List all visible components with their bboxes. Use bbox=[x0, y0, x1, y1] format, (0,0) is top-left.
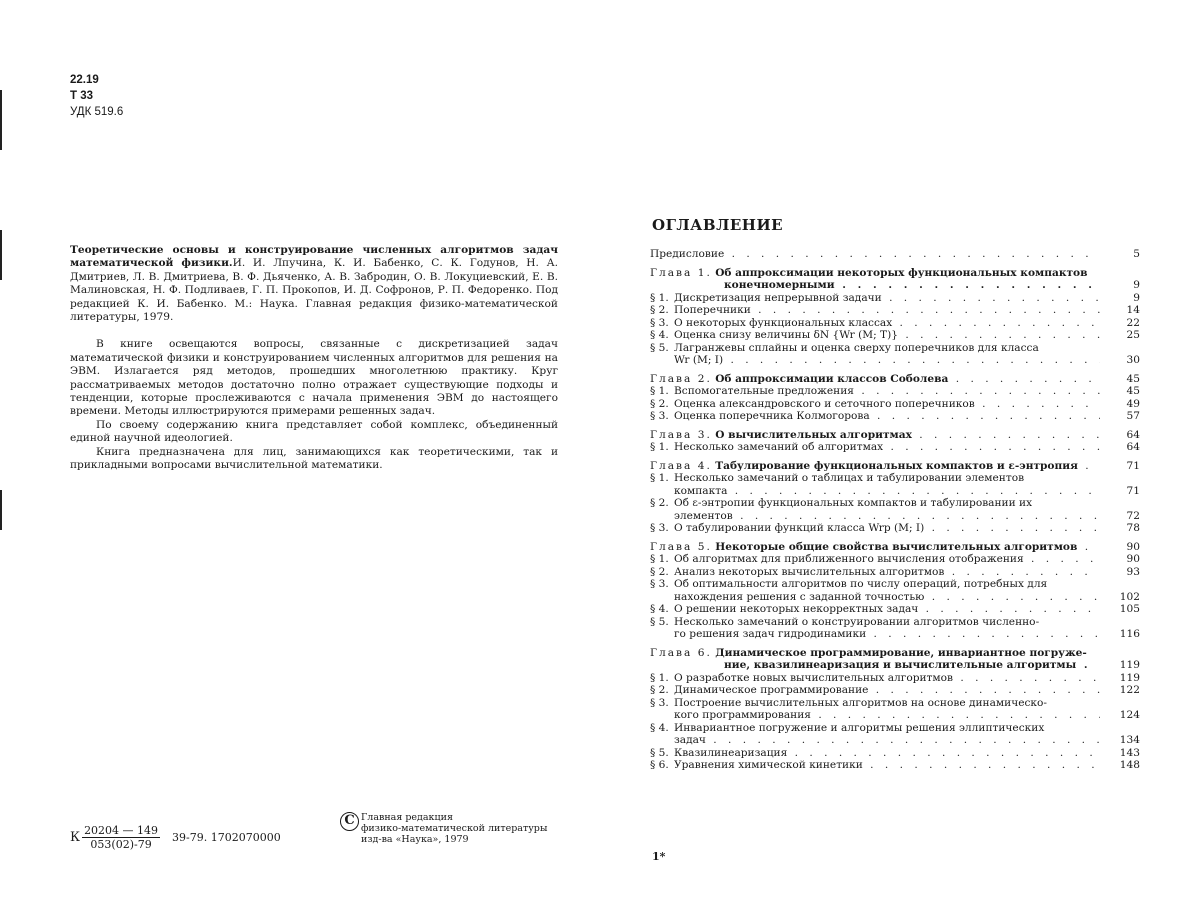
section-title-cont: кого программирования . . . bbox=[674, 709, 1100, 722]
section-title-cont: нахождения решения с заданной точностью . . . bbox=[674, 591, 1100, 604]
toc-section[interactable] bbox=[650, 317, 1140, 330]
chapter-number: Глава 5. bbox=[650, 540, 712, 553]
section-number: § 1. bbox=[650, 553, 669, 565]
section-title: Об оптимальности алгоритмов по числу операций, потребных для bbox=[674, 578, 1048, 590]
toc-page-number: 93 bbox=[1126, 565, 1140, 578]
chapter-name: Табулирование функциональных компактов и ε-энтропия bbox=[715, 459, 1078, 472]
section-title-cont: элементов . . . bbox=[674, 510, 1100, 523]
toc-chapter-heading[interactable] bbox=[650, 541, 1140, 554]
toc-chapter bbox=[650, 460, 1140, 535]
toc-page-number: 57 bbox=[1126, 410, 1140, 422]
section-number: § 4. bbox=[650, 329, 669, 341]
toc-section[interactable] bbox=[650, 398, 1140, 411]
toc-section[interactable] bbox=[650, 616, 1140, 629]
section-number: § 2. bbox=[650, 565, 669, 578]
toc-page-number: 119 bbox=[1119, 659, 1140, 671]
toc-page-number: 5 bbox=[1133, 248, 1140, 260]
toc-chapter-title bbox=[650, 647, 1140, 660]
toc-chapter-title bbox=[650, 373, 1100, 386]
section-number: § 5. bbox=[650, 341, 669, 354]
toc-section[interactable] bbox=[650, 553, 1140, 566]
section-number: § 3. bbox=[650, 410, 669, 422]
toc-section-continuation bbox=[650, 709, 1140, 722]
chapter-number: Глава 1. bbox=[650, 266, 712, 279]
toc-page-number: 124 bbox=[1119, 709, 1140, 721]
annotation-paragraph: Книга предназначена для лиц, занимающихся как теоретическими, так и прикладными вопросами вычислительной математики. bbox=[70, 445, 558, 472]
toc-page-number: 30 bbox=[1126, 354, 1140, 366]
toc-page-number: 143 bbox=[1119, 746, 1140, 759]
index-denominator: 053(02)-79 bbox=[90, 838, 152, 851]
section-number: § 1. bbox=[650, 385, 669, 397]
toc-page-number: 9 bbox=[1133, 279, 1140, 291]
toc-page-number: 45 bbox=[1126, 385, 1140, 397]
section-title: Вспомогательные предложения . . . bbox=[674, 385, 1100, 398]
toc-page-number: 45 bbox=[1126, 372, 1140, 385]
annotation-title: Теоретические основы и конструирование численных алгоритмов задач математической физики. bbox=[70, 244, 558, 270]
toc-page-number: 148 bbox=[1119, 759, 1140, 771]
toc-section-continuation bbox=[650, 354, 1140, 367]
toc-section[interactable] bbox=[650, 329, 1140, 342]
toc-section-continuation bbox=[650, 485, 1140, 498]
section-title: Оценка поперечника Колмогорова . . . bbox=[674, 410, 1100, 423]
signature-mark: 1* bbox=[652, 850, 666, 863]
section-title: Анализ некоторых вычислительных алгоритмов . . . bbox=[674, 566, 1100, 579]
copyright-text bbox=[361, 812, 547, 845]
publication-index bbox=[70, 824, 281, 851]
section-title: Квазилинеаризация . . . bbox=[674, 747, 1100, 760]
toc-chapter-heading[interactable] bbox=[650, 460, 1140, 473]
toc-chapter bbox=[650, 647, 1140, 772]
toc-section[interactable] bbox=[650, 566, 1140, 579]
toc-page-number: 119 bbox=[1119, 671, 1140, 684]
section-number: § 1. bbox=[650, 441, 669, 453]
section-title: Несколько замечаний об алгоритмах . . . bbox=[674, 441, 1100, 454]
toc-chapter bbox=[650, 541, 1140, 641]
toc-chapter bbox=[650, 373, 1140, 423]
toc-section[interactable] bbox=[650, 578, 1140, 591]
toc-page-number: 25 bbox=[1126, 329, 1140, 341]
section-number: § 6. bbox=[650, 759, 669, 771]
page-edge-mark bbox=[0, 230, 2, 280]
toc-section[interactable] bbox=[650, 410, 1140, 423]
section-number: § 1. bbox=[650, 472, 669, 484]
section-title: О некоторых функциональных классах . . . bbox=[674, 317, 1100, 330]
toc-section[interactable] bbox=[650, 759, 1140, 772]
section-title: Построение вычислительных алгоритмов на основе динамическо- bbox=[674, 696, 1048, 709]
annotation-authors: И. И. Лпучина, К. И. Бабенко, С. К. Годунов, Н. А. Дмитриев, Л. В. Дмитриева, В. Ф. Дьяченко, А. В. Забродин, О. В. Локуциевский, Е. В. Малиновская, Н. Ф. Подливаев, Г. П. Прокопов, И. Д. Софронов, Р. П. Федоренко. Под редакцией К. И. Бабенко. М.: Наука. Главная редакция физико-математической литературы, 1979. bbox=[70, 257, 558, 324]
toc-chapter bbox=[650, 267, 1140, 367]
section-title: Уравнения химической кинетики . . . bbox=[674, 759, 1100, 772]
section-title: Дискретизация непрерывной задачи . . . bbox=[674, 292, 1100, 305]
toc-page-number: 134 bbox=[1119, 734, 1140, 746]
chapter-name: Об аппроксимации некоторых функциональных компактов bbox=[715, 266, 1088, 279]
toc-section[interactable] bbox=[650, 472, 1140, 485]
section-title-cont: компакта . . . bbox=[674, 485, 1100, 498]
toc-section[interactable] bbox=[650, 304, 1140, 317]
toc-section[interactable] bbox=[650, 684, 1140, 697]
section-number: § 3. bbox=[650, 578, 669, 590]
toc-title: ОГЛАВЛЕНИЕ bbox=[652, 216, 784, 234]
toc-section[interactable] bbox=[650, 672, 1140, 685]
toc-section[interactable] bbox=[650, 497, 1140, 510]
section-number: § 5. bbox=[650, 746, 669, 759]
section-title: Поперечники . . . bbox=[674, 304, 1100, 317]
toc-section[interactable] bbox=[650, 342, 1140, 355]
toc-chapter-heading[interactable] bbox=[650, 647, 1140, 660]
right-page bbox=[600, 0, 1200, 920]
chapter-number: Глава 2. bbox=[650, 372, 712, 385]
toc-page-number: 90 bbox=[1126, 553, 1140, 565]
toc-page-number: 90 bbox=[1126, 540, 1140, 553]
chapter-number: Глава 6. bbox=[650, 646, 712, 659]
copyright-line: Главная редакция bbox=[361, 812, 453, 823]
author-sign: Т 33 bbox=[70, 90, 94, 102]
toc-entry-text: Предисловие . . . bbox=[650, 248, 1100, 261]
copyright-line: изд-ва «Наука», 1979 bbox=[361, 834, 469, 845]
chapter-name: Некоторые общие свойства вычислительных алгоритмов bbox=[715, 540, 1078, 553]
section-title-cont: го решения задач гидродинамики . . . bbox=[674, 628, 1100, 641]
toc-page-number: 64 bbox=[1126, 441, 1140, 453]
toc-page-number: 71 bbox=[1126, 459, 1140, 472]
section-title: Динамическое программирование . . . bbox=[674, 684, 1100, 697]
section-number: § 3. bbox=[650, 522, 669, 534]
section-title: Об ε-энтропии функциональных компактов и табулировании их bbox=[674, 497, 1033, 509]
chapter-name: О вычислительных алгоритмах bbox=[715, 428, 912, 441]
section-number: § 3. bbox=[650, 696, 669, 709]
chapter-name-cont: конечномерными . . . bbox=[724, 279, 1100, 292]
copyright-line: физико-математической литературы bbox=[361, 823, 548, 834]
toc-page-number: 72 bbox=[1126, 509, 1140, 522]
toc-section[interactable] bbox=[650, 441, 1140, 454]
section-title: О решении некоторых некорректных задач . . . bbox=[674, 603, 1100, 616]
section-title: О табулировании функций класса Wrp (M; I) . . . bbox=[674, 522, 1100, 535]
chapter-number: Глава 4. bbox=[650, 459, 712, 472]
section-number: § 4. bbox=[650, 603, 669, 615]
toc-section[interactable] bbox=[650, 385, 1140, 398]
section-title: Оценка снизу величины δN {Wr (M; T)} . . . bbox=[674, 329, 1100, 342]
toc-chapter-heading[interactable] bbox=[650, 429, 1140, 442]
index-code: 39-79. 1702070000 bbox=[172, 831, 281, 844]
toc-chapter bbox=[650, 429, 1140, 454]
toc-page-number: 122 bbox=[1119, 684, 1140, 696]
toc-page-number: 78 bbox=[1126, 522, 1140, 534]
annotation bbox=[70, 244, 558, 473]
annotation-header bbox=[70, 244, 558, 324]
toc-section[interactable] bbox=[650, 603, 1140, 616]
chapter-number: Глава 3. bbox=[650, 428, 712, 441]
section-number: § 3. bbox=[650, 316, 669, 329]
chapter-name: Об аппроксимации классов Соболева bbox=[715, 372, 949, 385]
toc-chapter-title bbox=[650, 267, 1140, 280]
toc-chapter-title bbox=[650, 429, 1100, 442]
section-number: § 1. bbox=[650, 671, 669, 684]
toc-section-continuation bbox=[650, 591, 1140, 604]
section-title: Лагранжевы сплайны и оценка сверху поперечников для класса bbox=[674, 341, 1039, 354]
toc-section[interactable] bbox=[650, 722, 1140, 735]
toc-chapter-heading[interactable] bbox=[650, 373, 1140, 386]
section-title: Инвариантное погружение и алгоритмы решения эллиптических bbox=[674, 721, 1045, 734]
toc-chapter-continuation bbox=[650, 279, 1140, 292]
section-title: Оценка александровского и сеточного поперечников . . . bbox=[674, 398, 1100, 411]
section-number: § 2. bbox=[650, 397, 669, 410]
page-edge-mark bbox=[0, 490, 2, 530]
section-number: § 5. bbox=[650, 615, 669, 628]
toc-page-number: 14 bbox=[1126, 304, 1140, 316]
index-fraction bbox=[82, 824, 160, 851]
toc-section-continuation bbox=[650, 734, 1140, 747]
toc-section-continuation bbox=[650, 628, 1140, 641]
toc-chapter-continuation bbox=[650, 659, 1140, 672]
toc-page-number: 22 bbox=[1126, 316, 1140, 329]
toc-chapter-title bbox=[650, 460, 1100, 473]
toc-page-number: 64 bbox=[1126, 428, 1140, 441]
toc-page-number: 71 bbox=[1126, 484, 1140, 497]
bbk-code: 22.19 bbox=[70, 74, 99, 86]
toc-chapter-heading[interactable] bbox=[650, 267, 1140, 280]
section-title: Несколько замечаний о конструировании алгоритмов численно- bbox=[674, 615, 1040, 628]
annotation-paragraph: В книге освещаются вопросы, связанные с дискретизацией задач математической физики и конструированием численных алгоритмов для решения на ЭВМ. Излагается ряд методов, прошедших многолетнюю практику. Круг рассматриваемых методов достаточно полно отражает существующие подходы и тенденции, которые прослеживаются с начала применения ЭВМ до настоящего времени. Методы иллюстрируются примерами решенных задач. bbox=[70, 338, 558, 418]
copyright-icon: C bbox=[340, 812, 359, 831]
toc-chapter-title bbox=[650, 541, 1100, 554]
section-number: § 4. bbox=[650, 721, 669, 734]
toc-preface[interactable] bbox=[650, 248, 1140, 261]
chapter-name-cont: ние, квазилинеаризация и вычислительные алгоритмы . . . bbox=[724, 659, 1100, 672]
chapter-name: Динамическое программирование, инвариантное погруже- bbox=[715, 646, 1087, 659]
toc-section[interactable] bbox=[650, 697, 1140, 710]
page-edge-mark bbox=[0, 90, 2, 150]
toc-section[interactable] bbox=[650, 747, 1140, 760]
udk-code: УДК 519.6 bbox=[70, 106, 124, 118]
section-title-cont: Wr (M; I) . . . bbox=[674, 354, 1100, 367]
toc-page-number: 9 bbox=[1133, 291, 1140, 304]
section-number: § 2. bbox=[650, 304, 669, 316]
bibliographic-codes bbox=[70, 72, 123, 120]
toc-page-number: 102 bbox=[1119, 590, 1140, 603]
section-number: § 2. bbox=[650, 497, 669, 509]
toc-page-number: 49 bbox=[1126, 397, 1140, 410]
toc-section-continuation bbox=[650, 510, 1140, 523]
section-title-cont: задач . . . bbox=[674, 734, 1100, 747]
index-numerator: 20204 — 149 bbox=[84, 824, 159, 837]
annotation-paragraph: По своему содержанию книга представляет собой комплекс, объединенный единой научной идеологией. bbox=[70, 418, 558, 445]
index-letter: К bbox=[70, 830, 81, 845]
section-title: Об алгоритмах для приближенного вычисления отображения . . . bbox=[674, 553, 1100, 566]
toc-section[interactable] bbox=[650, 522, 1140, 535]
toc-page-number: 116 bbox=[1119, 628, 1140, 640]
section-title: Несколько замечаний о таблицах и табулировании элементов bbox=[674, 472, 1025, 484]
toc-page-number: 105 bbox=[1119, 603, 1140, 615]
copyright-block bbox=[340, 812, 547, 845]
table-of-contents bbox=[650, 248, 1140, 772]
section-number: § 1. bbox=[650, 291, 669, 304]
toc-section[interactable] bbox=[650, 292, 1140, 305]
section-title: О разработке новых вычислительных алгоритмов . . . bbox=[674, 672, 1100, 685]
section-number: § 2. bbox=[650, 684, 669, 696]
